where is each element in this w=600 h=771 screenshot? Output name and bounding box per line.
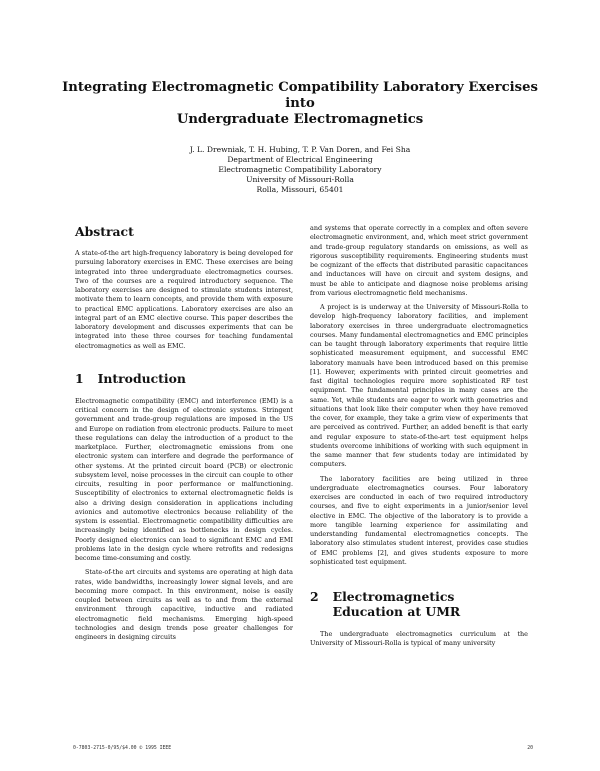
right-column — [310, 224, 528, 654]
author-department: Department of Electrical Engineering — [227, 155, 373, 164]
author-lab: Electromagnetic Compatibility Laboratory — [218, 165, 382, 174]
author-city: Rolla, Missouri, 65401 — [256, 185, 344, 194]
title-line-1: Integrating Electromagnetic Compatibility Laboratory Exercises into — [62, 80, 538, 111]
author-names: J. L. Drewniak, T. H. Hubing, T. P. Van Doren, and Fei Sha — [189, 145, 411, 154]
section-2-number: 2 — [310, 589, 319, 604]
section-2-heading — [310, 589, 528, 619]
page-number: 20 — [527, 746, 533, 751]
abstract-heading: Abstract — [75, 224, 134, 239]
author-university: University of Missouri-Rolla — [246, 175, 354, 184]
abstract-text: A state-of-the art high-frequency laboratory is being developed for pursuing laboratory exercises in EMC. These exercises are being integrated into three undergraduate electromagnetics courses. Two of the courses are a required introductory sequence. The laboratory exercises are designed to stimulate students interest, motivate them to learn concepts, and provide them with exposure to practical EMC applications. Laboratory exercises are also an integral part of an EMC elective course. This paper describes the laboratory development and discusses experiments that can be integrated into these three courses for teaching fundamental electromagnetics as well as EMC. — [75, 249, 293, 350]
section-1-title: Introduction — [97, 370, 186, 386]
intro-paragraph-2: State-of-the art circuits and systems are operating at high data rates, wide bandwidths, increasingly lower signal levels, and are becoming more compact. In this environment, noise is easily coupled between circuits as well as to and from the external environment through capacitive, inductive and radiated electromagnetic field mechanisms. Emerging high-speed technologies and design trends pose greater challenges for engineers in designing circuits — [75, 568, 293, 641]
page-footer — [73, 746, 533, 751]
intro-paragraph-5: The laboratory facilities are being utilized in three undergraduate electromagnetics courses. Four laboratory exercises are conducted in each of two required introductory courses, and five to eight experiments in a junior/senior level elective in EMC. The objective of the laboratory is to provide a more tangible learning experience for assimilating and understanding fundamental electromagnetics concepts. The laboratory also stimulates student interest, provides case studies of EMC problems [2], and gives students exposure to more sophisticated test equipment. — [310, 474, 528, 566]
title-line-2: Undergraduate Electromagnetics — [176, 112, 424, 127]
section-2-title: Electromagnetics Education at UMR — [332, 589, 461, 619]
intro-paragraph-3: and systems that operate correctly in a complex and often severe electromagnetic environment, and, which meet strict government and trade-group regulatory standards on emissions, as well as rigorous susceptibility requirements. Engineering students must be cognizant of the effects that distributed parasitic capacitances and inductances will have on circuit and system designs, and must be able to anticipate and diagnose noise problems arising from various electromagnetic field mechanisms. — [310, 224, 528, 297]
intro-paragraph-1: Electromagnetic compatibility (EMC) and interference (EMI) is a critical concern in the design of electronic systems. Stringent government and trade-group regulations are imposed in the US and Europe on radiation from electronic products. Failure to meet these regulations can delay the introduction of a product to the marketplace. Further, electromagnetic emissions from one electronic system can interfere and degrade the performance of other systems. At the printed circuit board (PCB) or electronic subsystem level, noise processes in the circuit can couple to other circuits, resulting in poor performance or malfunctioning. Susceptibility of electronics to external electromagnetic fields is also a driving design consideration in applications including avionics and automotive electronics because reliability of the system is essential. Electromagnetic compatibility difficulties are increasingly being identified as bottlenecks in design cycles. Poorly designed electronics can lead to significant EMC and EMI problems late in the design cycle where retrofits and redesigns become time-consuming and costly. — [75, 396, 293, 562]
author-block — [100, 145, 500, 195]
intro-paragraph-4: A project is is underway at the University of Missouri-Rolla to develop high-frequency laboratory facilities, and implement laboratory exercises in three undergraduate electromagnetics courses. Many fundamental electromagnetics and EMC principles can be taught through laboratory experiments that require little sophisticated measurement equipment, and successful EMC laboratory manuals have been introduced based on this premise [1]. However, experiments with printed circuit geometries and fast digital technologies require more sophisticated RF test equipment. The fundamental principles in many cases are the same. Yet, while students are eager to work with geometries and situations that look like their computer when they have removed the cover, for example, they take a grim view of experiments that are perceived as contrived. Further, an added benefit is that early and regular exposure to state-of-the-art test equipment helps students overcome inhibitions of working with such equipment in the same manner that few students today are intimidated by computers. — [310, 303, 528, 469]
paper-title — [60, 80, 540, 128]
section-1-number: 1 — [75, 370, 84, 386]
section-1-heading — [75, 371, 293, 386]
footer-copyright: 0-7803-2715-0/95/$4.00 © 1995 IEEE — [73, 746, 172, 751]
left-column — [75, 224, 293, 647]
section-2-paragraph-1: The undergraduate electromagnetics curriculum at the University of Missouri-Rolla is typical of many university — [310, 630, 528, 648]
